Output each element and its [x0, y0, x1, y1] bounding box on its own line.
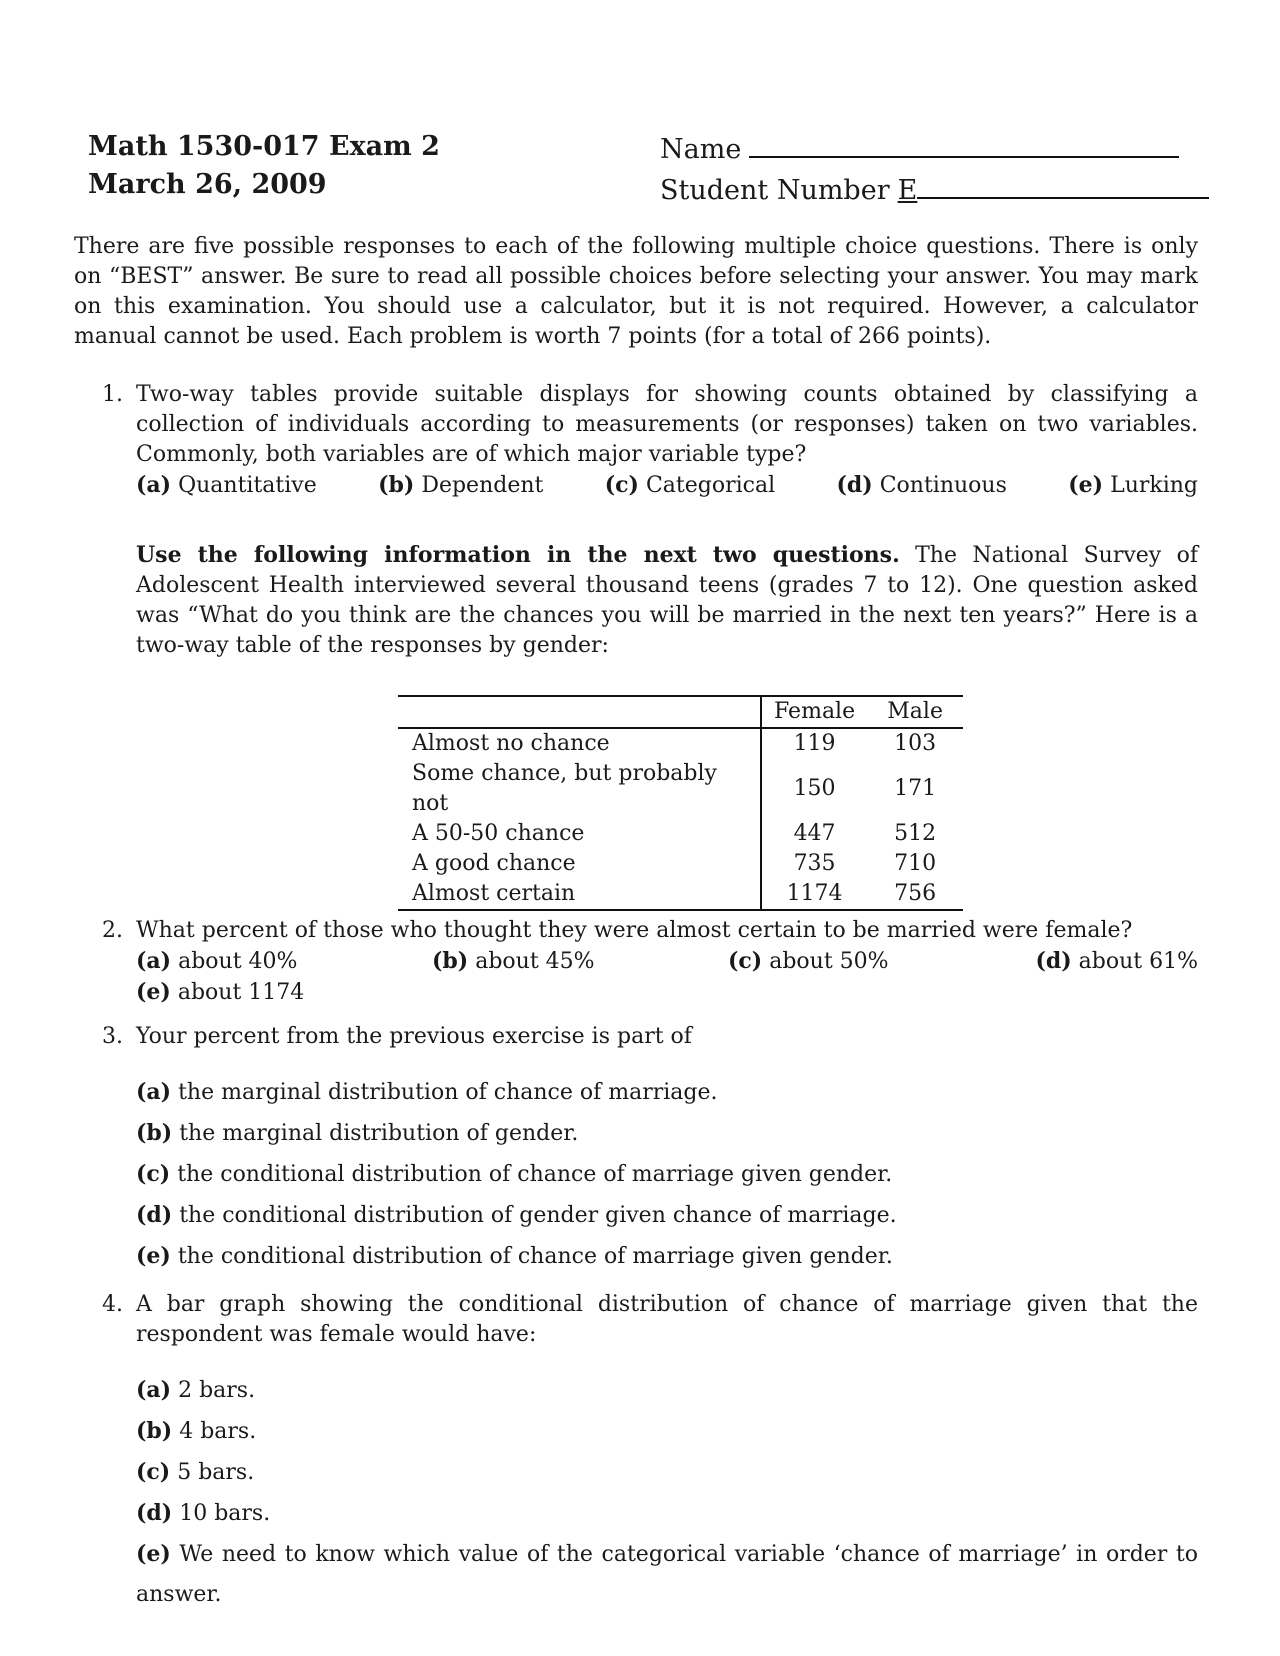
- instructions: There are five possible responses to each of the following multiple choice questions. There is only on “BEST” answer. Be sure to read all possible choices before selecting your answer. You may mark on this examination. You should use a calculator, but it is not required. However, a calculator manual cannot be used. Each problem is worth 7 points (for a total of 266 points).: [74, 234, 1198, 349]
- question-number: 1.: [102, 382, 123, 407]
- table-row: [398, 879, 963, 910]
- table-row: [398, 849, 963, 879]
- table-cell: 150: [761, 759, 867, 819]
- question-text: A bar graph showing the conditional distribution of chance of marriage given that the respondent was female would have:: [136, 1292, 1198, 1347]
- two-way-table: [398, 695, 963, 911]
- question-number: 3.: [102, 1024, 123, 1049]
- student-number-field[interactable]: [917, 169, 1209, 199]
- table-header-row: [398, 696, 963, 728]
- option-b[interactable]: (b) Dependent: [378, 472, 544, 498]
- answer-options: [136, 470, 1198, 501]
- question-3: [102, 1022, 1198, 1277]
- answer-options: [136, 946, 1198, 1008]
- question-text: Two-way tables provide suitable displays for showing counts obtained by classifying a collection of individuals according to measurements (or responses) taken on two variables. Commonly, both variables are of which major variable type?: [136, 382, 1198, 467]
- row-label: Almost no chance: [412, 731, 610, 756]
- option-e[interactable]: (e) the conditional distribution of chance of marriage given gender.: [136, 1243, 893, 1269]
- table-cell: 1174: [761, 879, 867, 910]
- student-number-label: Student Number: [660, 175, 890, 206]
- info-text: The National Survey of Adolescent Health interviewed several thousand teens (grades 7 to 12). One question asked was “What do you think are the chances you will be married in the next ten years?” Here is a two-way table of the responses by gender:: [136, 543, 1198, 658]
- table-corner: [398, 696, 761, 728]
- option-b[interactable]: (b) 4 bars.: [136, 1418, 257, 1444]
- row-label: A 50-50 chance: [412, 821, 585, 846]
- option-d[interactable]: (d) about 61%: [1035, 948, 1198, 974]
- question-text: Your percent from the previous exercise is part of: [136, 1024, 692, 1049]
- option-d[interactable]: (d) 10 bars.: [136, 1500, 271, 1526]
- option-c[interactable]: (c) the conditional distribution of chance of marriage given gender.: [136, 1161, 893, 1187]
- option-d[interactable]: (d) the conditional distribution of gender given chance of marriage.: [136, 1202, 897, 1228]
- table-row: [398, 819, 963, 849]
- table-row: [398, 759, 963, 819]
- option-a[interactable]: (a) 2 bars.: [136, 1377, 256, 1403]
- table-cell: 103: [894, 731, 937, 756]
- table-cell: 756: [867, 879, 963, 910]
- info-lead: Use the following information in the next two questions.: [136, 542, 900, 568]
- question-2: [102, 916, 1198, 1008]
- table-cell: 171: [894, 776, 937, 801]
- option-e[interactable]: (e) Lurking: [1068, 472, 1198, 498]
- student-number-prefix: E: [897, 175, 918, 206]
- row-label: Almost certain: [398, 879, 761, 910]
- question-text: What percent of those who thought they were almost certain to be married were female?: [136, 918, 1133, 943]
- option-c[interactable]: (c) about 50%: [728, 948, 889, 974]
- table-cell: 710: [894, 851, 937, 876]
- row-label: Some chance, but probably not: [412, 761, 717, 816]
- question-1: [102, 380, 1198, 501]
- option-a[interactable]: (a) the marginal distribution of chance of marriage.: [136, 1079, 718, 1105]
- column-header: Female: [761, 696, 867, 728]
- question-4: [102, 1290, 1198, 1615]
- option-b[interactable]: (b) about 45%: [432, 948, 595, 974]
- table-row: [398, 728, 963, 759]
- answer-options: [136, 1370, 1198, 1615]
- table-cell: 735: [761, 849, 867, 879]
- answer-options: [136, 1072, 1198, 1277]
- shared-info: [136, 540, 1198, 661]
- option-e[interactable]: (e) We need to know which value of the categorical variable ‘chance of marriage’ in order to answer.: [136, 1541, 1198, 1607]
- student-info: [660, 128, 1209, 210]
- option-c[interactable]: (c) 5 bars.: [136, 1459, 255, 1485]
- column-header: Male: [867, 696, 963, 728]
- option-a[interactable]: (a) about 40%: [136, 948, 298, 974]
- option-a[interactable]: (a) Quantitative: [136, 472, 317, 498]
- exam-date: March 26, 2009: [88, 169, 327, 200]
- option-c[interactable]: (c) Categorical: [604, 472, 776, 498]
- exam-header: [88, 128, 440, 204]
- course-title: Math 1530-017 Exam 2: [88, 131, 440, 162]
- table-cell: 119: [761, 728, 867, 759]
- question-number: 2.: [102, 918, 123, 943]
- option-b[interactable]: (b) the marginal distribution of gender.: [136, 1120, 579, 1146]
- option-d[interactable]: (d) Continuous: [836, 472, 1007, 498]
- table-cell: 447: [761, 819, 867, 849]
- option-e[interactable]: (e) about 1174: [136, 979, 305, 1005]
- name-field[interactable]: [749, 128, 1179, 158]
- name-label: Name: [660, 134, 742, 165]
- question-number: 4.: [102, 1292, 123, 1317]
- table-cell: 512: [894, 821, 937, 846]
- row-label: A good chance: [412, 851, 576, 876]
